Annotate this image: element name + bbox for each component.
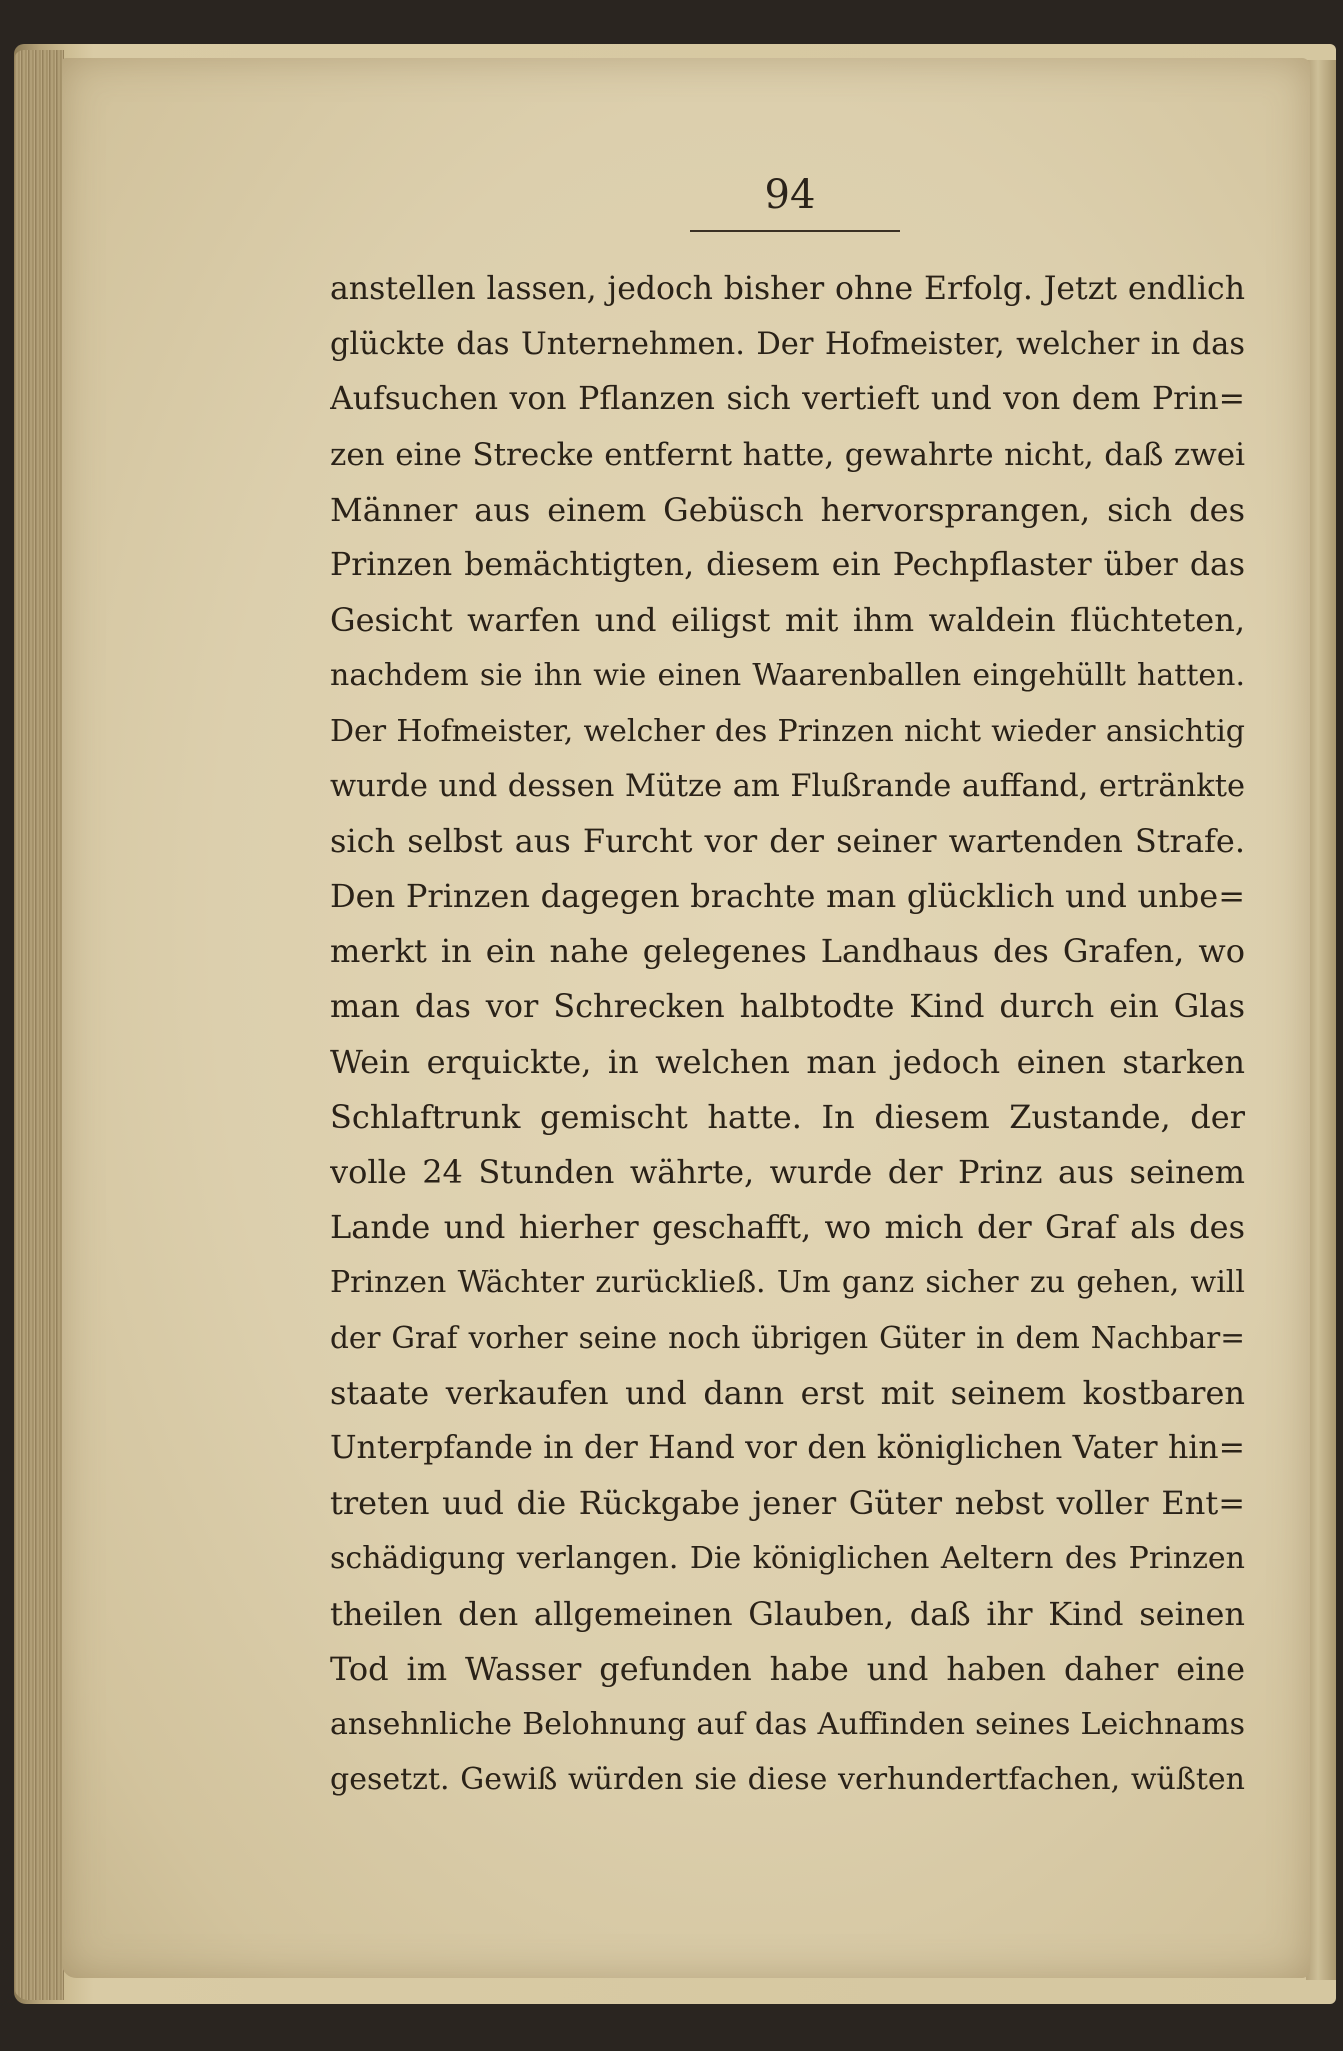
text-line: Prinzen bemächtigten, diesem ein Pechpflaster über das bbox=[330, 546, 1245, 583]
page-edges-left bbox=[14, 50, 64, 2000]
text-line: gesetzt. Gewiß würden sie diese verhundertfachen, wüßten bbox=[330, 1762, 1245, 1798]
text-line: Prinzen Wächter zurückließ. Um ganz sicher zu gehen, will bbox=[330, 1265, 1245, 1301]
text-line: Tod im Wasser gefunden habe und haben daher eine bbox=[330, 1649, 1245, 1688]
text-line: Gesicht warfen und eiligst mit ihm waldein flüchteten, bbox=[330, 601, 1245, 640]
text-line: ansehnliche Belohnung auf das Auffinden seines Leichnams bbox=[330, 1706, 1245, 1742]
text-line: Schlaftrunk gemischt hatte. In diesem Zustande, der bbox=[330, 1097, 1245, 1136]
text-line: zen eine Strecke entfernt hatte, gewahrte nicht, daß zwei bbox=[330, 436, 1245, 473]
text-line: man das vor Schrecken halbtodte Kind durch ein Glas bbox=[330, 987, 1245, 1026]
text-line: glückte das Unternehmen. Der Hofmeister, welcher in das bbox=[330, 327, 1245, 363]
text-line: sich selbst aus Furcht vor der seiner wartenden Strafe. bbox=[330, 821, 1245, 860]
text-line: volle 24 Stunden währte, wurde der Prinz aus seinem bbox=[330, 1153, 1245, 1191]
page-edge-right bbox=[1306, 60, 1336, 1980]
text-line: staate verkaufen und dann erst mit seinem kostbaren bbox=[330, 1373, 1245, 1412]
text-line: der Graf vorher seine noch übrigen Güter in dem Nachbar= bbox=[330, 1320, 1245, 1355]
text-line: Aufsuchen von Pflanzen sich vertieft und von dem Prin= bbox=[330, 381, 1245, 418]
text-line: merkt in ein nahe gelegenes Landhaus des Grafen, wo bbox=[330, 932, 1245, 971]
text-line: Den Prinzen dagegen brachte man glücklich und unbe= bbox=[330, 877, 1245, 916]
text-line: treten uud die Rückgabe jener Güter nebst voller Ent= bbox=[330, 1484, 1245, 1523]
text-line: Männer aus einem Gebüsch hervorsprangen, sich des bbox=[330, 490, 1245, 529]
body-text bbox=[330, 262, 1245, 1807]
text-line: Wein erquickte, in welchen man jedoch einen starken bbox=[330, 1042, 1245, 1081]
page-number: 94 bbox=[764, 172, 816, 218]
text-line: schädigung verlangen. Die königlichen Aeltern des Prinzen bbox=[330, 1541, 1245, 1577]
text-line: nachdem sie ihn wie einen Waarenballen eingehüllt hatten. bbox=[330, 658, 1245, 694]
text-line: Der Hofmeister, welcher des Prinzen nicht wieder ansichtig bbox=[330, 713, 1245, 749]
text-line: Unterpfande in der Hand vor den königlichen Vater hin= bbox=[330, 1429, 1245, 1466]
text-line: wurde und dessen Mütze am Flußrande auffand, ertränkte bbox=[330, 768, 1245, 804]
text-line: Lande und hierher geschafft, wo mich der Graf als des bbox=[330, 1208, 1245, 1247]
header-rule bbox=[690, 230, 900, 232]
text-line: theilen den allgemeinen Glauben, daß ihr Kind seinen bbox=[330, 1594, 1245, 1633]
text-line: anstellen lassen, jedoch bisher ohne Erfolg. Jetzt endlich bbox=[330, 271, 1245, 307]
